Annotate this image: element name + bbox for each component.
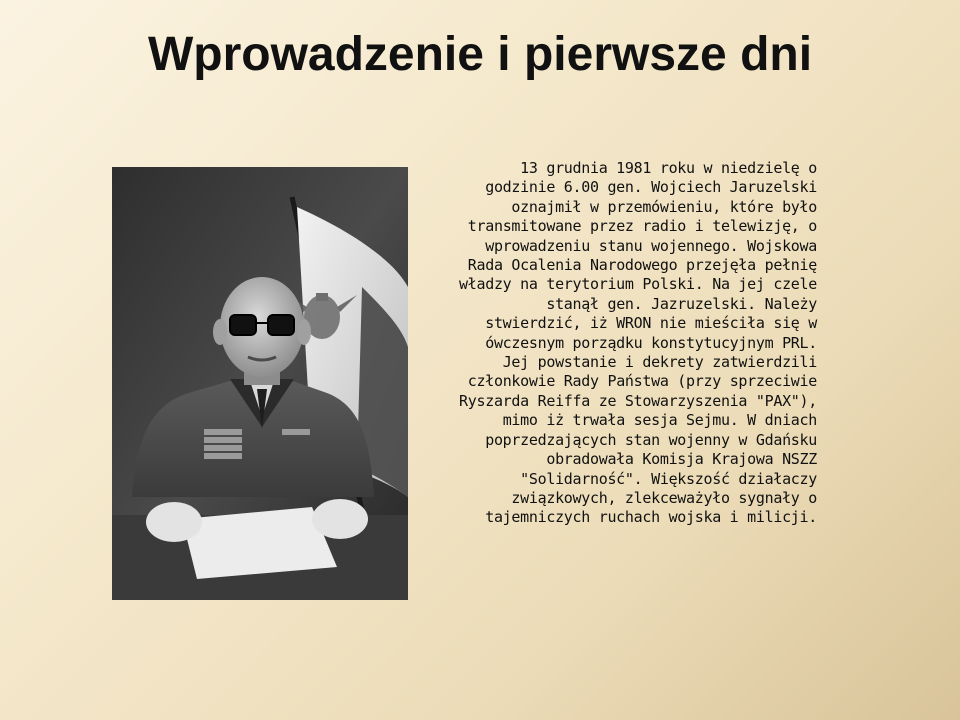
slide-body-text: 13 grudnia 1981 roku w niedzielę o godzinie 6.00 gen. Wojciech Jaruzelski oznajmił w przemówieniu, które było transmitowane przez radio i telewizję, o wprowadzeniu stanu wojennego. Wojskowa Rada Ocalenia Narodowego przejęła pełnię władzy na terytorium Polski. Na jej czele stanął gen. Jazruzelski. Należy stwierdzić, iż WRON nie mieściła się w ówczesnym porządku konstytucyjnym PRL. Jej powstanie i dekrety zatwierdzili członkowie Rady Państwa (przy sprzeciwie Ryszarda Reiffa ze Stowarzyszenia "PAX"), mimo iż trwała sesja Sejmu. W dniach poprzedzających stan wojenny w Gdańsku obradowała Komisja Krajowa NSZZ "Solidarność". Większość działaczy związkowych, zlekceważyło sygnały o tajemniczych ruchach wojska i milicji. (459, 159, 817, 527)
slide-title: Wprowadzenie i pierwsze dni (147, 28, 813, 81)
portrait-photo (112, 167, 408, 600)
